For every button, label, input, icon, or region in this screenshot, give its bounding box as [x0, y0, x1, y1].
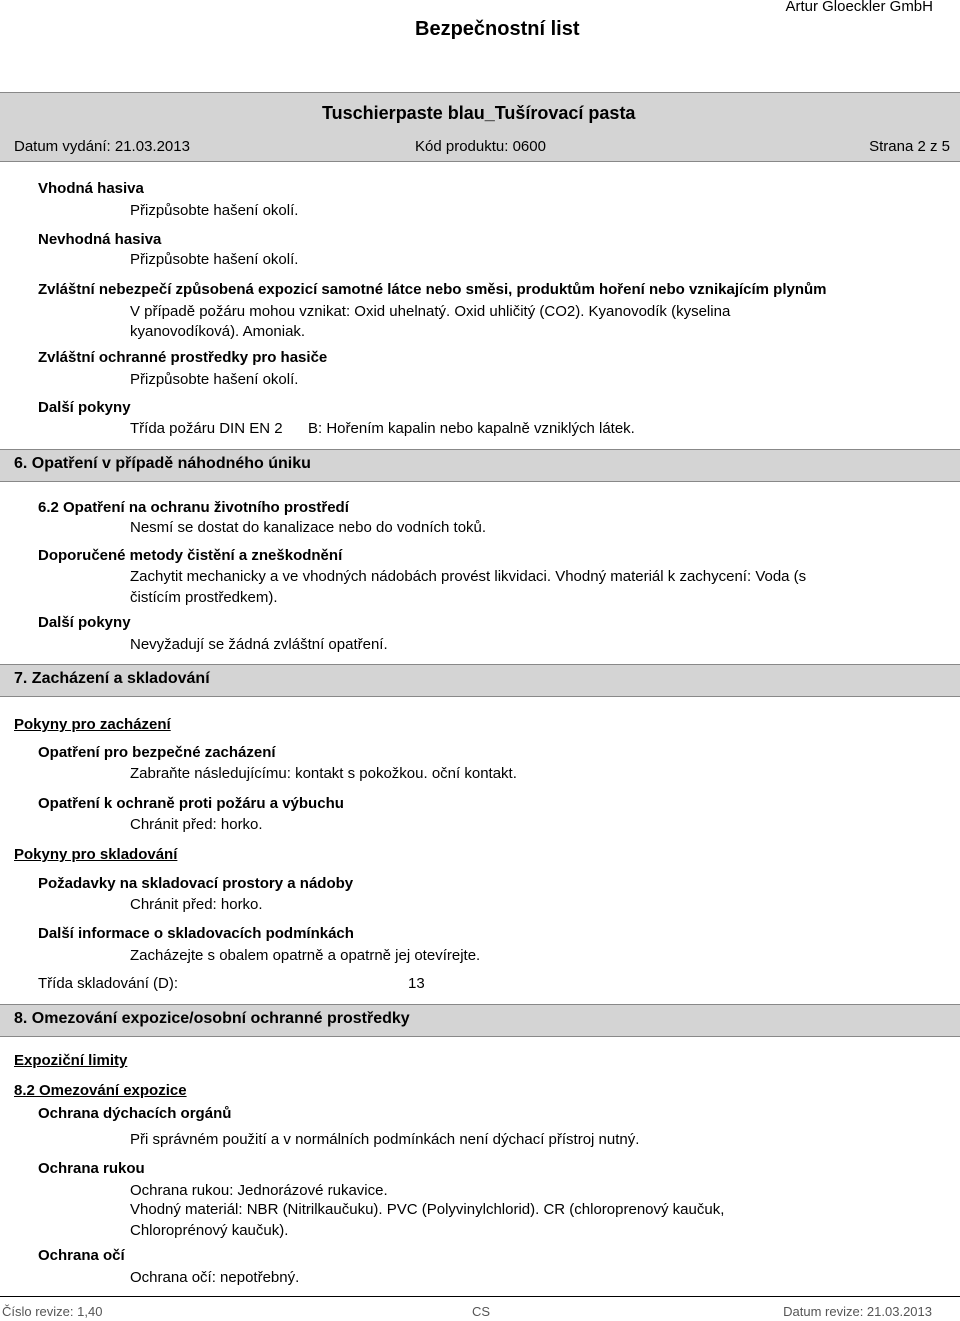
cleanup-methods-text-1: Zachytit mechanicky a ve vhodných nádobách provést likvidaci. Vhodný materiál k zachycení: Voda (s [130, 568, 807, 585]
respiratory-protection-label: Ochrana dýchacích orgánů [38, 1105, 232, 1122]
unsuitable-extinguishing-label: Nevhodná hasiva [38, 231, 162, 248]
unsuitable-extinguishing-text: Přizpůsobte hašení okolí. [130, 251, 299, 268]
storage-requirements-text: Chránit před: horko. [130, 896, 263, 913]
eye-protection-text: Ochrana očí: nepotřebný. [130, 1269, 300, 1286]
special-hazards-text-2: kyanovodíková). Amoniak. [130, 323, 306, 340]
suitable-extinguishing-text: Přizpůsobte hašení okolí. [130, 202, 299, 219]
cleanup-methods-text-2: čistícím prostředkem). [130, 589, 278, 606]
safe-handling-label: Opatření pro bezpečné zacházení [38, 744, 276, 761]
env-precautions-label: 6.2 Opatření na ochranu životního prostředí [38, 499, 349, 516]
env-precautions-text: Nesmí se dostat do kanalizace nebo do vodních toků. [130, 519, 487, 536]
special-hazards-label: Zvláštní nebezpečí způsobená expozicí samotné látce nebo směsi, produktům hoření nebo vznikajícím plynům [38, 281, 827, 298]
fire-protection-text: Chránit před: horko. [130, 816, 263, 833]
firefighter-equipment-text: Přizpůsobte hašení okolí. [130, 371, 299, 388]
hand-protection-text-1: Ochrana rukou: Jednorázové rukavice. [130, 1182, 388, 1199]
suitable-extinguishing-label: Vhodná hasiva [38, 180, 144, 197]
safe-handling-text: Zabraňte následujícímu: kontakt s pokožkou. oční kontakt. [130, 765, 517, 782]
storage-info-label: Další informace o skladovacích podmínkách [38, 925, 354, 942]
section-6-header [0, 449, 960, 482]
page-number: Strana 2 z 5 [869, 138, 950, 155]
language-code: CS [472, 1304, 491, 1319]
hand-protection-text-2: Vhodný materiál: NBR (Nitrilkaučuku). PVC (Polyvinylchlorid). CR (chloroprenový kaučuk, [130, 1201, 725, 1218]
section-7-title: 7. Zacházení a skladování [14, 670, 210, 687]
document-title: Bezpečnostní list [415, 18, 580, 40]
handling-heading: Pokyny pro zacházení [14, 716, 171, 733]
product-name: Tuschierpaste blau_Tušírovací pasta [322, 103, 636, 123]
section-7-header [0, 664, 960, 697]
footer-divider [0, 1296, 960, 1297]
eye-protection-label: Ochrana očí [38, 1247, 125, 1264]
storage-requirements-label: Požadavky na skladovací prostory a nádoby [38, 875, 354, 892]
exposure-controls-heading: 8.2 Omezování expozice [14, 1082, 187, 1099]
fire-protection-label: Opatření k ochraně proti požáru a výbuchu [38, 795, 344, 812]
respiratory-protection-text: Při správném použití a v normálních podmínkách není dýchací přístroj nutný. [130, 1131, 640, 1148]
further-info-label-s6: Další pokyny [38, 614, 131, 631]
storage-info-text: Zacházejte s obalem opatrně a opatrně jej otevírejte. [130, 947, 481, 964]
section-6-title: 6. Opatření v případě náhodného úniku [14, 455, 311, 472]
exposure-limits-heading: Expoziční limity [14, 1052, 128, 1069]
section-8-header [0, 1004, 960, 1037]
hand-protection-label: Ochrana rukou [38, 1160, 145, 1177]
further-info-label-s5: Další pokyny [38, 399, 131, 416]
revision-number: Číslo revize: 1,40 [2, 1304, 103, 1319]
fire-class-label: Třída požáru DIN EN 2 [130, 420, 283, 437]
company-name: Artur Gloeckler GmbH [785, 0, 933, 15]
further-info-text-s6: Nevyžadují se žádná zvláštní opatření. [130, 636, 388, 653]
product-header-band [0, 92, 960, 162]
revision-date: Datum revize: 21.03.2013 [783, 1304, 932, 1319]
hand-protection-text-3: Chloroprénový kaučuk). [130, 1222, 289, 1239]
storage-class-value: 13 [408, 975, 425, 992]
product-code: Kód produktu: 0600 [415, 138, 546, 155]
cleanup-methods-label: Doporučené metody čistění a zneškodnění [38, 547, 343, 564]
storage-class-label: Třída skladování (D): [38, 975, 179, 992]
firefighter-equipment-label: Zvláštní ochranné prostředky pro hasiče [38, 349, 328, 366]
section-8-title: 8. Omezování expozice/osobní ochranné prostředky [14, 1010, 410, 1027]
storage-heading: Pokyny pro skladování [14, 846, 178, 863]
issue-date: Datum vydání: 21.03.2013 [14, 138, 190, 155]
special-hazards-text-1: V případě požáru mohou vznikat: Oxid uhelnatý. Oxid uhličitý (CO2). Kyanovodík (kyselina [130, 303, 731, 320]
fire-class-value: B: Hořením kapalin nebo kapalně vzniklých látek. [308, 420, 635, 437]
